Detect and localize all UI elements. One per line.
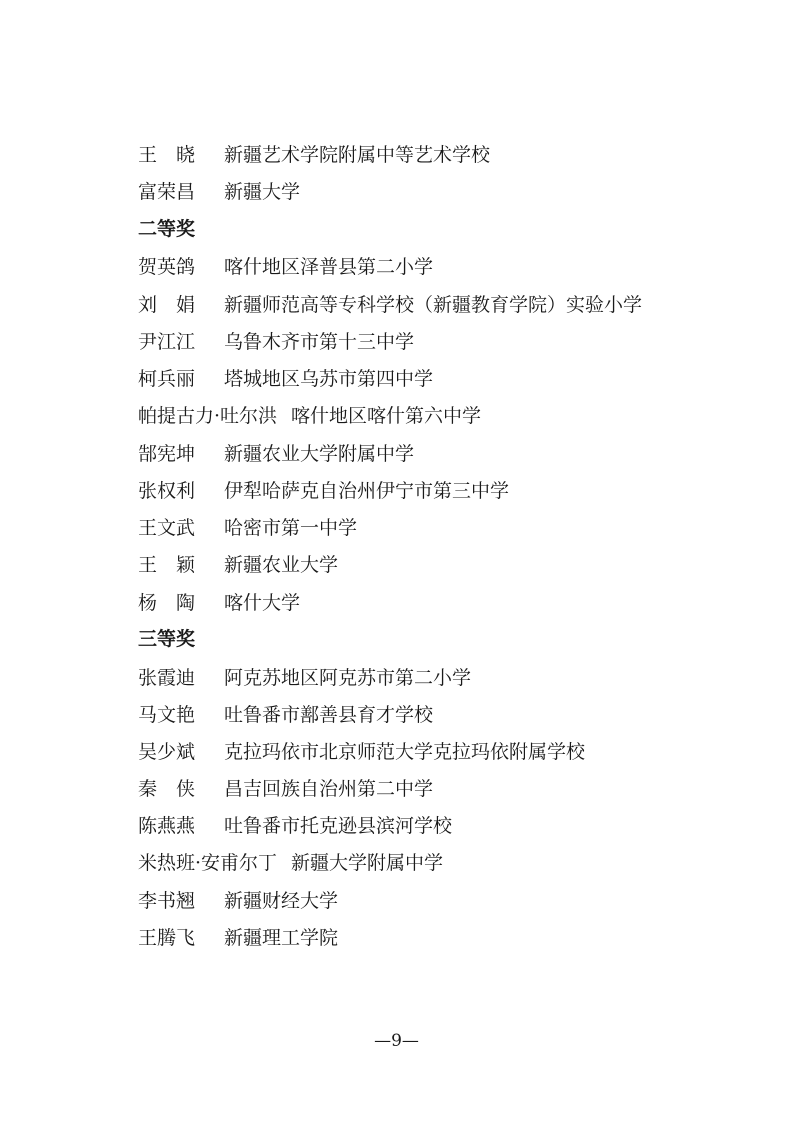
list-item [138,886,338,916]
awardee-name: 贺英鸽 [138,256,196,278]
awardee-name: 陈燕燕 [138,815,196,837]
awardee-school: 新疆大学附属中学 [291,852,444,874]
awardee-school: 新疆艺术学院附属中等艺术学校 [224,144,491,166]
list-item [138,327,414,357]
awardee-name: 王 颖 [138,554,196,576]
awardee-name: 吴少斌 [138,741,196,763]
list-item [138,700,433,730]
awardee-school: 阿克苏地区阿克苏市第二小学 [224,667,472,689]
list-item [138,737,585,767]
list-item [138,476,509,506]
list-item [138,140,490,170]
awardee-school: 吐鲁番市托克逊县滨河学校 [224,815,453,837]
section-heading-second-prize: 二等奖 [138,218,196,240]
awardee-school: 新疆农业大学 [224,554,339,576]
awardee-school: 新疆理工学院 [224,927,339,949]
awardee-name: 富荣昌 [138,181,196,203]
list-item [138,663,471,693]
awardee-name: 米热班·安甫尔丁 [138,852,278,874]
list-item [138,364,433,394]
list-item [138,513,357,543]
awardee-name: 刘 娟 [138,294,196,316]
awardee-name: 马文艳 [138,704,196,726]
list-item [138,177,300,207]
list-item [138,848,443,878]
awardee-school: 哈密市第一中学 [224,517,358,539]
awardee-name: 柯兵丽 [138,368,196,390]
list-item [138,290,642,320]
list-item [138,252,433,282]
list-item [138,774,433,804]
awardee-school: 喀什地区喀什第六中学 [291,405,482,427]
awardee-school: 新疆财经大学 [224,890,339,912]
awardee-name: 王腾飞 [138,927,196,949]
section-heading-third-prize: 三等奖 [138,628,196,650]
list-item [138,550,338,580]
page-number: —9— [374,1031,419,1051]
awardee-name: 杨 陶 [138,592,196,614]
awardee-name: 王 晓 [138,144,196,166]
awardee-name: 尹江江 [138,331,196,353]
awardee-name: 郜宪坤 [138,443,196,465]
awardee-name: 李书翘 [138,890,196,912]
awardee-school: 喀什地区泽普县第二小学 [224,256,434,278]
awardee-school: 新疆师范高等专科学校（新疆教育学院）实验小学 [224,294,643,316]
awardee-school: 新疆大学 [224,181,301,203]
awardee-name: 张霞迪 [138,667,196,689]
awardee-name: 王文武 [138,517,196,539]
list-item [138,811,452,841]
awardee-school: 新疆农业大学附属中学 [224,443,415,465]
list-item [138,439,414,469]
awardee-name: 张权利 [138,480,196,502]
list-item [138,923,338,953]
awardee-school: 伊犁哈萨克自治州伊宁市第三中学 [224,480,510,502]
list-item [138,588,300,618]
awardee-school: 塔城地区乌苏市第四中学 [224,368,434,390]
awardee-school: 乌鲁木齐市第十三中学 [224,331,415,353]
awardee-name: 帕提古力·吐尔洪 [138,405,278,427]
awardee-school: 吐鲁番市鄯善县育才学校 [224,704,434,726]
awardee-name: 秦 侠 [138,778,196,800]
awardee-school: 昌吉回族自治州第二中学 [224,778,434,800]
list-item [138,401,481,431]
awardee-school: 喀什大学 [224,592,301,614]
awardee-school: 克拉玛依市北京师范大学克拉玛依附属学校 [224,741,586,763]
